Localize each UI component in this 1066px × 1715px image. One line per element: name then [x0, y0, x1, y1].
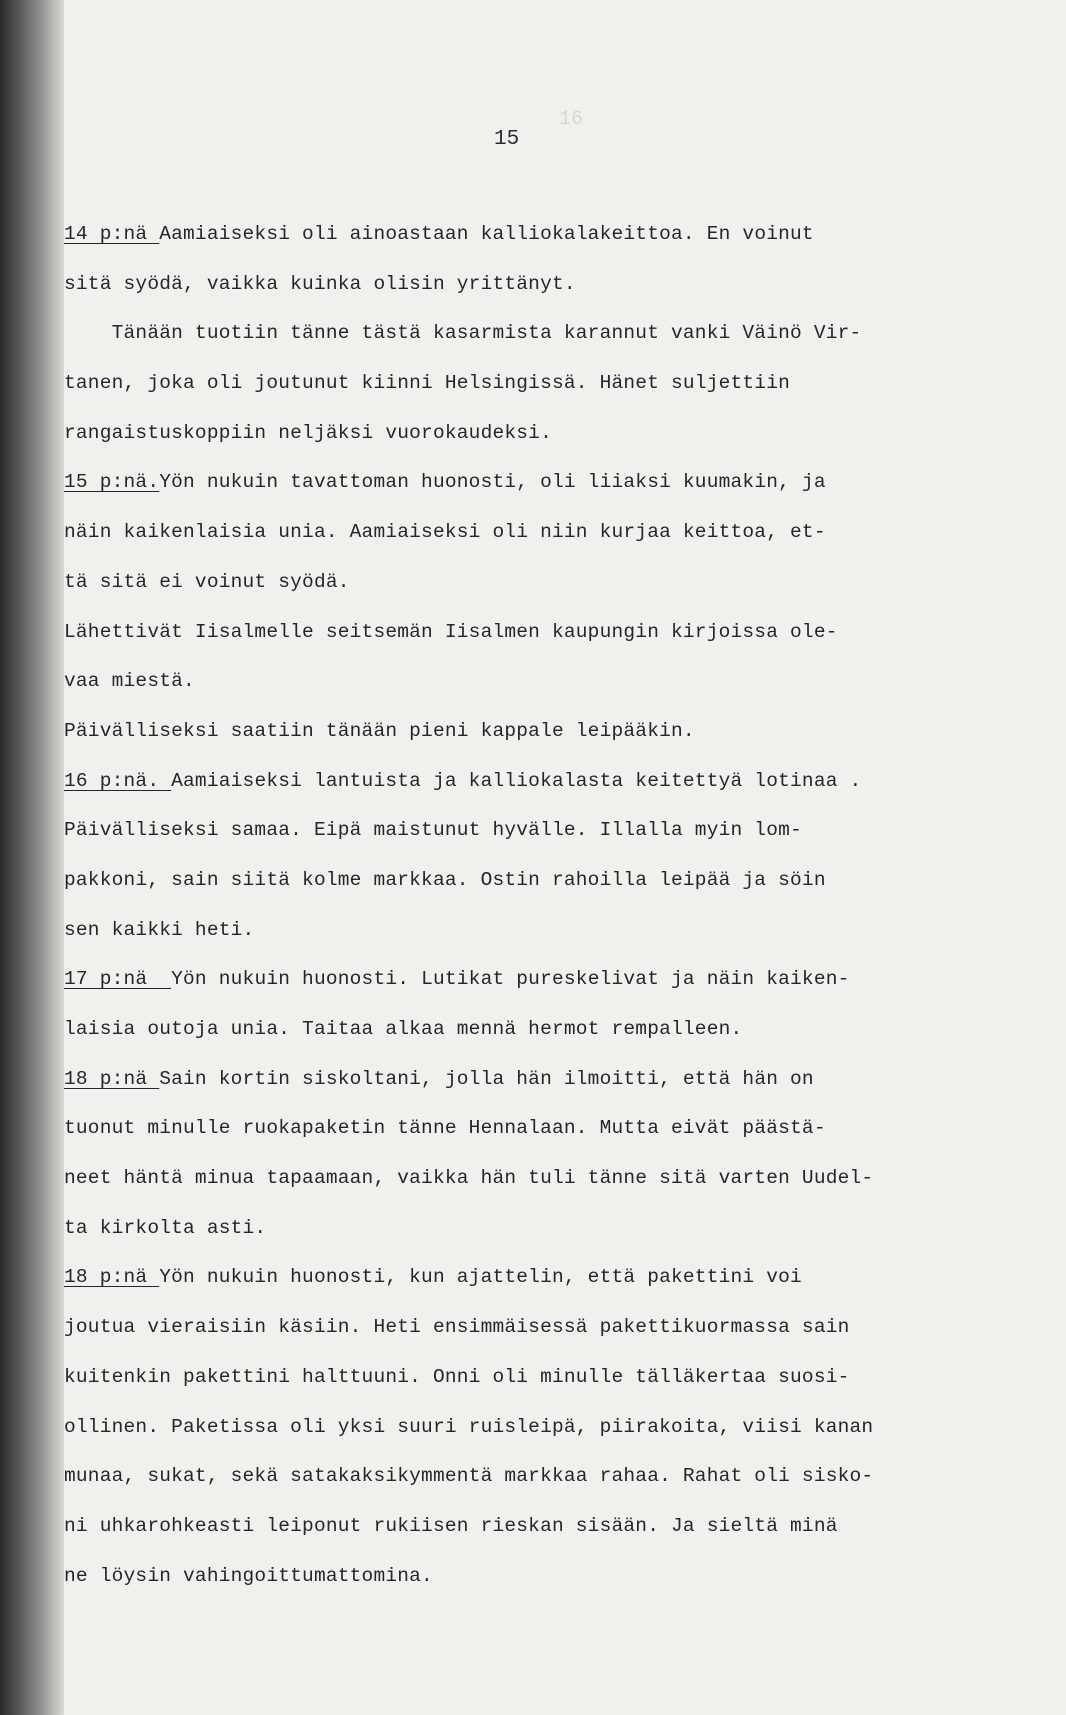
- text-line: ta kirkolta asti.: [64, 1216, 267, 1239]
- document-page: [64, 0, 1066, 1715]
- diary-text: [64, 222, 1066, 1613]
- text-line: ni uhkarohkeasti leiponut rukiisen rieskan sisään. Ja sieltä minä: [64, 1514, 838, 1537]
- text-line: laisia outoja unia. Taitaa alkaa mennä hermot rempalleen.: [64, 1018, 743, 1040]
- text-line: 18 p:nä Sain kortin siskoltani, jolla hän ilmoitti, että hän on: [64, 1067, 814, 1090]
- date-label: 14 p:nä: [64, 223, 160, 245]
- text-line: 18 p:nä Yön nukuin huonosti, kun ajattelin, että pakettini voi: [64, 1266, 802, 1289]
- text-line: sen kaikki heti.: [64, 918, 255, 941]
- text-line: Tänään tuotiin tänne tästä kasarmista karannut vanki Väinö Vir-: [64, 322, 862, 345]
- text-line: 14 p:nä Aamiaiseksi oli ainoastaan kalliokalakeittoa. En voinut: [64, 223, 814, 245]
- bleed-through-page-number: 16: [559, 108, 584, 131]
- text-line: ollinen. Paketissa oli yksi suuri ruisleipä, piirakoita, viisi kanan: [64, 1415, 874, 1438]
- date-label: 18 p:nä: [64, 1067, 160, 1090]
- text-line: pakkoni, sain siitä kolme markkaa. Ostin rahoilla leipää ja söin: [64, 868, 826, 891]
- page-number: 15: [494, 128, 520, 151]
- date-label: 18 p:nä: [64, 1266, 160, 1289]
- text-line: 15 p:nä.Yön nukuin tavattoman huonosti, oli liiaksi kuumakin, ja: [64, 471, 826, 494]
- text-line: näin kaikenlaisia unia. Aamiaiseksi oli niin kurjaa keittoa, et-: [64, 521, 826, 544]
- date-label: 15 p:nä.: [64, 471, 160, 494]
- text-line: neet häntä minua tapaamaan, vaikka hän tuli tänne sitä varten Uudel-: [64, 1167, 874, 1190]
- text-line: Päivälliseksi samaa. Eipä maistunut hyvälle. Illalla myin lom-: [64, 819, 802, 842]
- text-line: Lähettivät Iisalmelle seitsemän Iisalmen kaupungin kirjoissa ole-: [64, 620, 838, 643]
- text-line: kuitenkin pakettini halttuuni. Onni oli minulle tälläkertaa suosi-: [64, 1365, 850, 1388]
- text-line: rangaistuskoppiin neljäksi vuorokaudeksi.: [64, 421, 552, 444]
- text-line: 17 p:nä Yön nukuin huonosti. Lutikat pureskelivat ja näin kaiken-: [64, 968, 850, 991]
- date-label: 16 p:nä.: [64, 769, 172, 792]
- text-line: vaa miestä.: [64, 670, 195, 693]
- book-binding-edge: [0, 0, 68, 1715]
- text-line: munaa, sukat, sekä satakaksikymmentä markkaa rahaa. Rahat oli sisko-: [64, 1465, 874, 1488]
- text-line: ne löysin vahingoittumattomina.: [64, 1564, 433, 1587]
- text-line: joutua vieraisiin käsiin. Heti ensimmäisessä pakettikuormassa sain: [64, 1316, 850, 1339]
- text-line: Päivälliseksi saatiin tänään pieni kappale leipääkin.: [64, 719, 695, 742]
- text-line: tanen, joka oli joutunut kiinni Helsingissä. Hänet suljettiin: [64, 372, 791, 395]
- text-line: sitä syödä, vaikka kuinka olisin yrittänyt.: [64, 272, 576, 295]
- date-label: 17 p:nä: [64, 968, 172, 991]
- text-line: tä sitä ei voinut syödä.: [64, 570, 350, 593]
- text-line: 16 p:nä. Aamiaiseksi lantuista ja kalliokalasta keitettyä lotinaa .: [64, 769, 862, 792]
- text-line: tuonut minulle ruokapaketin tänne Hennalaan. Mutta eivät päästä-: [64, 1117, 826, 1140]
